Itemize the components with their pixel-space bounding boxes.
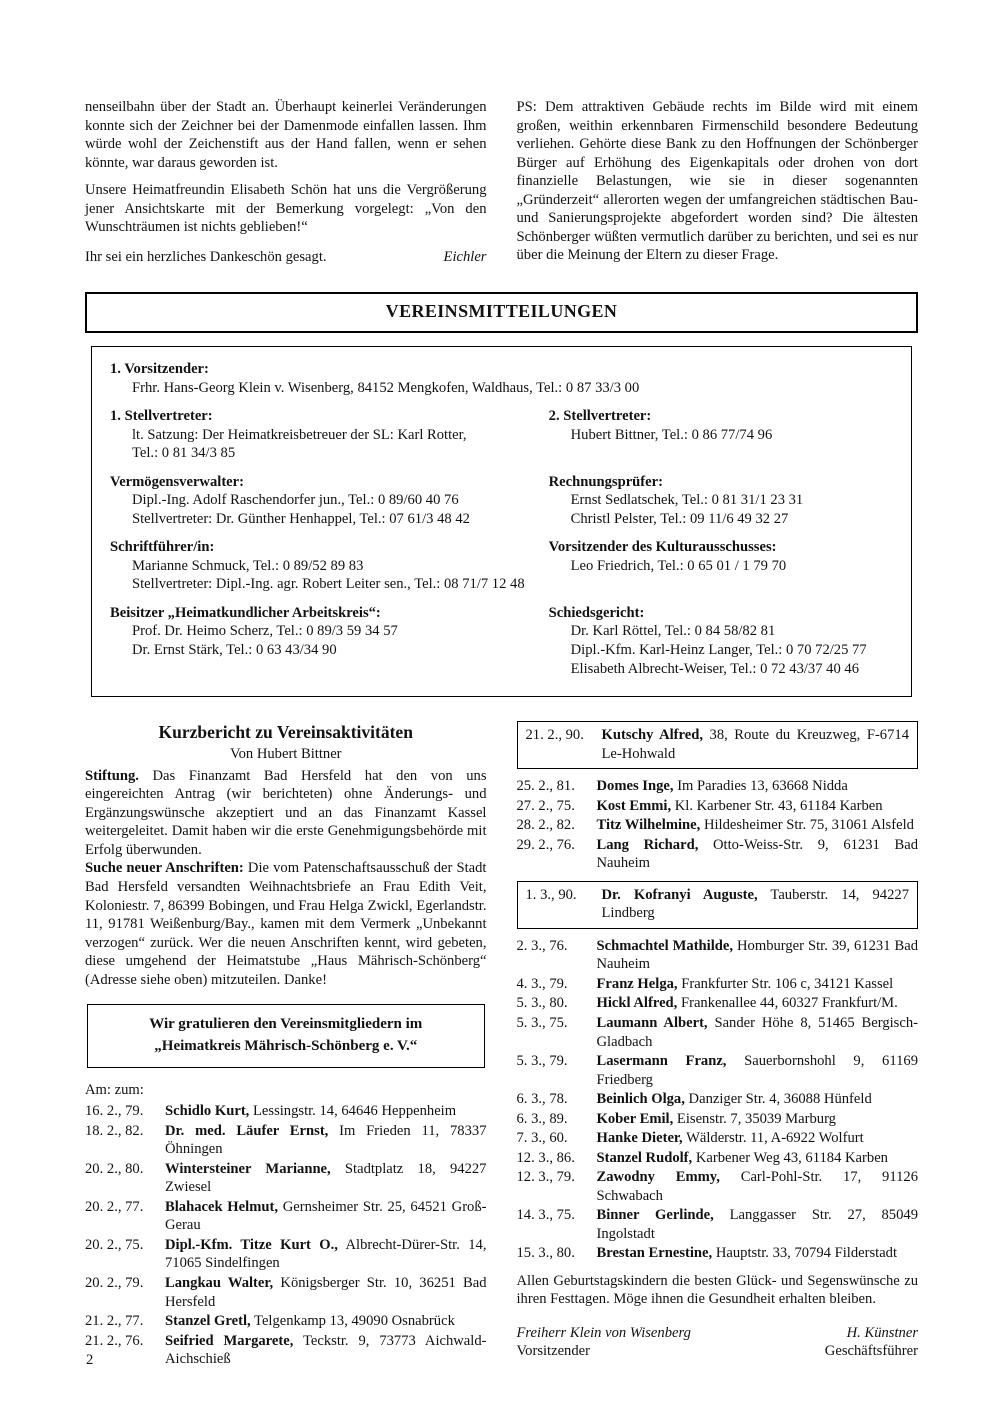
birthday-row <box>517 1052 919 1089</box>
birthday-address: Im Frieden 11, 78337 Öhningen <box>165 1122 487 1158</box>
bottom-section <box>85 719 918 1370</box>
birthday-address: Eisenstr. 7, 35039 Marburg <box>676 1110 836 1127</box>
congratulations-box <box>87 1004 485 1068</box>
birthday-name: Franz Helga, <box>596 975 678 992</box>
author-name: Eichler <box>443 248 487 265</box>
birthday-entry <box>597 1244 919 1263</box>
section-title: VEREINSMITTEILUNGEN <box>385 301 618 322</box>
birthday-address: Sauerbornshohl 9, 61169 Friedberg <box>596 1053 918 1088</box>
birthday-row <box>517 1244 919 1263</box>
birthday-date: 21. 2., 77. <box>85 1313 144 1330</box>
thanks-text: Ihr sei ein herzliches Dankeschön gesagt. <box>85 248 327 265</box>
birthday-name: Lasermann Franz, <box>596 1053 727 1070</box>
birthday-entry <box>597 975 919 994</box>
section-title-box <box>85 292 918 333</box>
birthday-date: 20. 2., 77. <box>85 1198 144 1215</box>
birthday-name: Brestan Ernestine, <box>596 1245 713 1262</box>
officer-entry <box>549 407 901 463</box>
paragraph-text: Die vom Patenschaftsausschuß der Stadt Bad Hersfeld versandten Weihnachtsbriefe an Frau Edith Veit, Koloniestr. 7, 86399 Bobingen, und Frau Helga Zwickl, Egerlandstr. 11, 91781 Weißenburg/Bay., kamen mit dem Vermerk „Unbekannt verzogen“ zurück. Wer die neuen Anschriften kennt, wird gebeten, diese umgehend der Heimatstube „Haus Mährisch-Schönberg“ (Adresse siehe oben) mitzuteilen. Danke! <box>85 860 487 988</box>
birthday-name: Blahacek Helmut, <box>165 1198 278 1215</box>
birthday-entry <box>597 1129 919 1148</box>
intro-paragraph: PS: Dem attraktiven Gebäude rechts im Bilde wird mit einem großen, weithin erkennbaren Firmenschild besondere Bedeutung verliehen. Gehörte diese Bank zu den Hoffnungen der Schönberger Bürger auf Erhöhung des Eigenkapitals oder drohen von dort finanzielle Belastungen, wie sie in dieser sogenannten „Gründerzeit“ allerorten wegen der umfangreichen städtischen Bau- und Sanierungsprojekte abgefordert worden sind? Die ältesten Schönberger wüßten vermutlich darüber zu berichten, und sei es nur über die Meinung der Eltern zu dieser Frage. <box>516 99 918 264</box>
birthday-date: 16. 2., 79. <box>85 1103 144 1120</box>
birthday-address: Königsberger Str. 10, 36251 Bad Hersfeld <box>165 1275 487 1310</box>
officer-detail: Elisabeth Albrecht-Weiser, Tel.: 0 72 43/37 40 46 <box>570 660 860 677</box>
birthday-date: 14. 3., 75. <box>516 1207 575 1224</box>
signature-role-right: Geschäftsführer <box>824 1343 918 1360</box>
birthday-name: Langkau Walter, <box>165 1275 274 1292</box>
birthday-entry <box>597 797 919 816</box>
birthday-name: Dr. Kofranyi Auguste, <box>601 886 758 903</box>
officer-detail: Dr. Karl Röttel, Tel.: 0 84 58/82 81 <box>570 623 776 640</box>
birthday-row <box>85 1102 487 1121</box>
officer-detail: Stellvertreter: Dipl.-Ing. agr. Robert Leiter sen., Tel.: 08 71/7 12 48 <box>132 576 525 593</box>
officer-role: Vermögensverwalter: <box>110 473 244 490</box>
birthday-entry <box>597 1149 919 1168</box>
birthday-name: Schmachtel Mathilde, <box>596 937 734 954</box>
officer-detail: Stellvertreter: Dr. Günther Henhappel, Tel.: 07 61/3 48 42 <box>132 510 470 527</box>
birthday-name: Kober Emil, <box>596 1110 674 1127</box>
birthday-entry <box>165 1332 487 1369</box>
birthday-row <box>517 1110 919 1129</box>
birthday-entry <box>597 994 919 1013</box>
signature-name-right: H. Künstner <box>846 1324 918 1341</box>
birthday-date: 20. 2., 75. <box>85 1236 144 1253</box>
officer-entry <box>110 538 541 594</box>
birthday-row <box>517 816 919 835</box>
birthday-row <box>517 1206 919 1243</box>
officer-row <box>110 538 893 604</box>
birthday-address: Karbener Weg 43, 61184 Karben <box>695 1149 888 1166</box>
birthday-entry <box>165 1122 487 1159</box>
birthday-row <box>517 836 919 873</box>
signature-roles <box>517 1342 919 1361</box>
officer-role: Vorsitzender des Kulturausschusses: <box>548 539 777 556</box>
birthday-date: 7. 3., 60. <box>516 1130 568 1147</box>
birthday-entry <box>165 1198 487 1235</box>
birthday-name: Titz Wilhelmine, <box>596 817 701 834</box>
birthday-address: Danziger Str. 4, 36088 Hünfeld <box>688 1091 872 1108</box>
officer-role: Rechnungsprüfer: <box>548 473 663 490</box>
birthday-row <box>85 1274 487 1311</box>
birthday-name: Stanzel Rudolf, <box>596 1149 693 1166</box>
birthday-date: 5. 3., 80. <box>516 995 568 1012</box>
signature-name-left: Freiherr Klein von Wisenberg <box>516 1324 691 1341</box>
birthday-date: 6. 3., 89. <box>516 1110 568 1127</box>
birthday-row <box>526 886 910 923</box>
officer-entry <box>110 604 541 678</box>
birthday-address: Langgasser Str. 27, 85049 Ingolstadt <box>596 1207 918 1242</box>
birthday-row <box>517 994 919 1013</box>
birthday-address: Wälderstr. 11, A-6922 Wolfurt <box>686 1130 864 1147</box>
birthday-entry <box>165 1102 487 1121</box>
birthday-name: Dipl.-Kfm. Titze Kurt O., <box>165 1236 338 1253</box>
birthday-address: Gernsheimer Str. 25, 64521 Groß-Gerau <box>165 1198 487 1234</box>
officer-entry <box>549 604 901 678</box>
birthday-entry <box>165 1236 487 1273</box>
officer-detail: Frhr. Hans-Georg Klein v. Wisenberg, 84152 Mengkofen, Waldhaus, Tel.: 0 87 33/3 00 <box>132 379 640 396</box>
birthday-address: Telgenkamp 13, 49090 Osnabrück <box>254 1313 455 1330</box>
birthday-address: Albrecht-Dürer-Str. 14, 71065 Sindelfingen <box>165 1236 487 1272</box>
birthday-entry <box>165 1160 487 1197</box>
paragraph-lead: Suche neuer Anschriften: <box>85 860 244 877</box>
birthday-row <box>85 1160 487 1197</box>
birthday-address: Kl. Karbener Str. 43, 61184 Karben <box>674 797 883 814</box>
birthday-address: Sander Höhe 8, 51465 Bergisch-Gladbach <box>596 1014 918 1050</box>
birthday-row <box>517 777 919 796</box>
birthday-entry <box>165 1274 487 1311</box>
paragraph-text: Das Finanzamt Bad Hersfeld hat den von uns eingereichten Antrag (wir berichteten) ohne Änderungs- und Ergänzungswünsche akzeptiert und an das Finanzamt Kassel weitergeleitet. Damit haben wir die erste Genehmigungsbehörde mit Erfolg überwunden. <box>85 767 487 858</box>
birthday-name: Domes Inge, <box>596 778 674 795</box>
article-byline: Von Hubert Bittner <box>229 746 342 763</box>
article-heading: Kurzbericht zu Vereinsaktivitäten <box>158 722 413 743</box>
officer-role: 1. Stellvertreter: <box>110 408 213 425</box>
birthday-date: 2. 3., 76. <box>516 937 568 954</box>
birthday-address: Tauberstr. 14, 94227 Lindberg <box>601 886 909 922</box>
birthday-date: 27. 2., 75. <box>516 797 575 814</box>
officer-detail: Ernst Sedlatschek, Tel.: 0 81 31/1 23 31 <box>570 492 804 509</box>
birthday-name: Kutschy Alfred, <box>601 727 704 744</box>
birthday-row <box>517 975 919 994</box>
birthday-row <box>517 1014 919 1051</box>
birthday-entry <box>597 777 919 796</box>
birthday-date: 29. 2., 76. <box>516 836 575 853</box>
birthday-date: 15. 3., 80. <box>516 1245 575 1262</box>
birthday-name: Schidlo Kurt, <box>165 1103 250 1120</box>
birthday-row <box>517 797 919 816</box>
birthday-highlight-box <box>517 881 919 929</box>
birthday-name: Beinlich Olga, <box>596 1091 685 1108</box>
birthday-list-header: Am: zum: <box>85 1081 144 1098</box>
birthday-entry <box>597 1052 919 1089</box>
birthday-address: Frankfurter Str. 106 c, 34121 Kassel <box>681 975 894 992</box>
birthday-date: 12. 3., 86. <box>516 1149 575 1166</box>
intro-paragraph: nenseilbahn über der Stadt an. Überhaupt keinerlei Veränderungen konnte sich der Zeichner bei der Damenmode einfallen lassen. Ihm würde wohl der Zeichenstift aus der Hand fallen, wenn er sehen könnte, war daraus geworden ist. <box>85 99 487 171</box>
birthday-row <box>85 1122 487 1159</box>
officer-detail: Dr. Ernst Stärk, Tel.: 0 63 43/34 90 <box>132 642 337 659</box>
paragraph-lead: Stiftung. <box>85 767 139 784</box>
birthday-row <box>85 1236 487 1273</box>
intro-left-column <box>85 98 487 266</box>
officer-row <box>110 604 893 688</box>
birthday-date: 5. 3., 75. <box>516 1014 568 1031</box>
birthday-entry <box>597 1110 919 1129</box>
birthday-address: Hildesheimer Str. 75, 31061 Alsfeld <box>703 817 914 834</box>
birthday-name: Laumann Albert, <box>596 1014 708 1031</box>
article-paragraph <box>85 767 487 860</box>
birthday-address: Carl-Pohl-Str. 17, 91126 Schwabach <box>596 1169 919 1204</box>
birthday-row <box>85 1332 487 1369</box>
officer-role: 2. Stellvertreter: <box>548 408 652 425</box>
officer-detail: Marianne Schmuck, Tel.: 0 89/52 89 83 <box>132 557 364 574</box>
officer-detail: Dipl.-Ing. Adolf Raschendorfer jun., Tel.: 0 89/60 40 76 <box>132 492 459 509</box>
signature-names <box>517 1324 919 1343</box>
birthday-name: Binner Gerlinde, <box>596 1207 714 1224</box>
birthday-date: 28. 2., 82. <box>516 817 575 834</box>
birthday-date: 5. 3., 79. <box>516 1053 568 1070</box>
birthday-name: Hanke Dieter, <box>596 1130 683 1147</box>
birthday-row <box>85 1312 487 1331</box>
officer-detail: Tel.: 0 81 34/3 85 <box>132 445 236 462</box>
birthday-date: 4. 3., 79. <box>516 975 568 992</box>
officer-entry <box>549 473 901 529</box>
birthday-entry <box>165 1312 487 1331</box>
congratulations-line: „Heimatkreis Mährisch-Schönberg e. V.“ <box>154 1037 418 1054</box>
officer-row <box>110 473 893 539</box>
birthday-entry <box>602 886 910 923</box>
officer-role: Schriftführer/in: <box>110 539 215 556</box>
article-paragraph <box>85 859 487 989</box>
birthday-entry <box>597 1014 919 1051</box>
congratulations-line: Wir gratulieren den Vereinsmitgliedern im <box>149 1016 423 1033</box>
birthday-entry <box>597 816 919 835</box>
birthday-entry <box>597 1090 919 1109</box>
birthday-address: Lessingstr. 14, 64646 Heppenheim <box>253 1103 457 1120</box>
birthday-row <box>85 1198 487 1235</box>
birthday-row <box>517 1168 919 1205</box>
officer-detail: Prof. Dr. Heimo Scherz, Tel.: 0 89/3 59 34 57 <box>132 623 398 640</box>
bottom-right-column <box>517 719 919 1370</box>
birthday-name: Hickl Alfred, <box>596 995 678 1012</box>
birthday-name: Zawodny Emmy, <box>596 1169 720 1186</box>
signature-role-left: Vorsitzender <box>516 1343 590 1360</box>
birthday-entry <box>597 836 919 873</box>
birthday-date: 20. 2., 79. <box>85 1275 144 1292</box>
birthday-date: 18. 2., 82. <box>85 1122 144 1139</box>
intro-section <box>85 98 918 266</box>
birthday-address: 38, Route du Kreuzweg, F-6714 Le-Hohwald <box>601 727 909 762</box>
birthday-address: Hauptstr. 33, 70794 Filderstadt <box>715 1245 898 1262</box>
birthday-date: 25. 2., 81. <box>516 778 575 795</box>
officer-detail: Christl Pelster, Tel.: 09 11/6 49 32 27 <box>570 510 789 527</box>
birthday-name: Kost Emmi, <box>596 797 672 814</box>
birthday-address: Teckstr. 9, 73773 Aichwald-Aichschieß <box>165 1332 487 1368</box>
birthday-address: Im Paradies 13, 63668 Nidda <box>677 778 848 795</box>
birthday-address: Homburger Str. 39, 61231 Bad Nauheim <box>596 937 918 973</box>
birthday-row <box>517 937 919 974</box>
birthday-highlight-box <box>517 721 919 769</box>
officer-entry <box>110 360 893 397</box>
birthday-name: Wintersteiner Marianne, <box>165 1160 331 1177</box>
birthday-entry <box>597 1168 919 1205</box>
birthday-name: Stanzel Gretl, <box>165 1313 251 1330</box>
birthday-row <box>517 1090 919 1109</box>
birthday-row <box>517 1129 919 1148</box>
officer-entry <box>110 407 541 463</box>
birthday-date: 1. 3., 90. <box>525 886 577 903</box>
page-number: 2 <box>86 1352 94 1369</box>
birthday-address: Stadtplatz 18, 94227 Zwiesel <box>165 1160 487 1196</box>
thanks-line <box>85 248 487 267</box>
officer-row <box>110 407 893 473</box>
birthday-entry <box>597 937 919 974</box>
birthday-name: Lang Richard, <box>596 836 699 853</box>
birthday-date: 20. 2., 80. <box>85 1160 144 1177</box>
officer-detail: Dipl.-Kfm. Karl-Heinz Langer, Tel.: 0 70 72/25 77 <box>570 642 867 659</box>
birthday-entry <box>597 1206 919 1243</box>
birthday-address: Frankenallee 44, 60327 Frankfurt/M. <box>680 995 898 1012</box>
birthday-address: Otto-Weiss-Str. 9, 61231 Bad Nauheim <box>596 836 918 872</box>
birthday-name: Seifried Margarete, <box>165 1332 294 1349</box>
birthday-date: 12. 3., 79. <box>516 1169 575 1186</box>
bottom-left-column <box>85 719 487 1370</box>
birthday-row <box>526 726 910 763</box>
officer-role: Beisitzer „Heimatkundlicher Arbeitskreis“: <box>110 604 381 621</box>
officer-detail: Hubert Bittner, Tel.: 0 86 77/74 96 <box>570 426 773 443</box>
officer-entry <box>110 473 541 529</box>
birthday-date: 21. 2., 76. <box>85 1332 144 1349</box>
intro-paragraph: Unsere Heimatfreundin Elisabeth Schön hat uns die Vergrößerung jener Ansichtskarte mit der Bemerkung vorgelegt: „Von den Wunschträumen ist nichts geblieben!“ <box>85 182 487 236</box>
officer-entry <box>549 538 901 594</box>
birthday-date: 6. 3., 78. <box>516 1091 568 1108</box>
intro-right-column <box>517 98 919 266</box>
birthday-date: 21. 2., 90. <box>525 727 584 744</box>
birthday-row <box>517 1149 919 1168</box>
officer-detail: Leo Friedrich, Tel.: 0 65 01 / 1 79 70 <box>570 557 787 574</box>
birthday-name: Dr. med. Läufer Ernst, <box>165 1122 329 1139</box>
officers-box <box>91 346 912 697</box>
officer-role: Schiedsgericht: <box>548 604 645 621</box>
birthday-entry <box>602 726 910 763</box>
officer-role: 1. Vorsitzender: <box>110 361 209 378</box>
closing-paragraph: Allen Geburtstagskindern die besten Glück- und Segenswünsche zu ihren Festtagen. Möge ihnen die Gesundheit erhalten bleiben. <box>516 1272 918 1308</box>
officer-detail: lt. Satzung: Der Heimatkreisbetreuer der SL: Karl Rotter, <box>132 426 467 443</box>
